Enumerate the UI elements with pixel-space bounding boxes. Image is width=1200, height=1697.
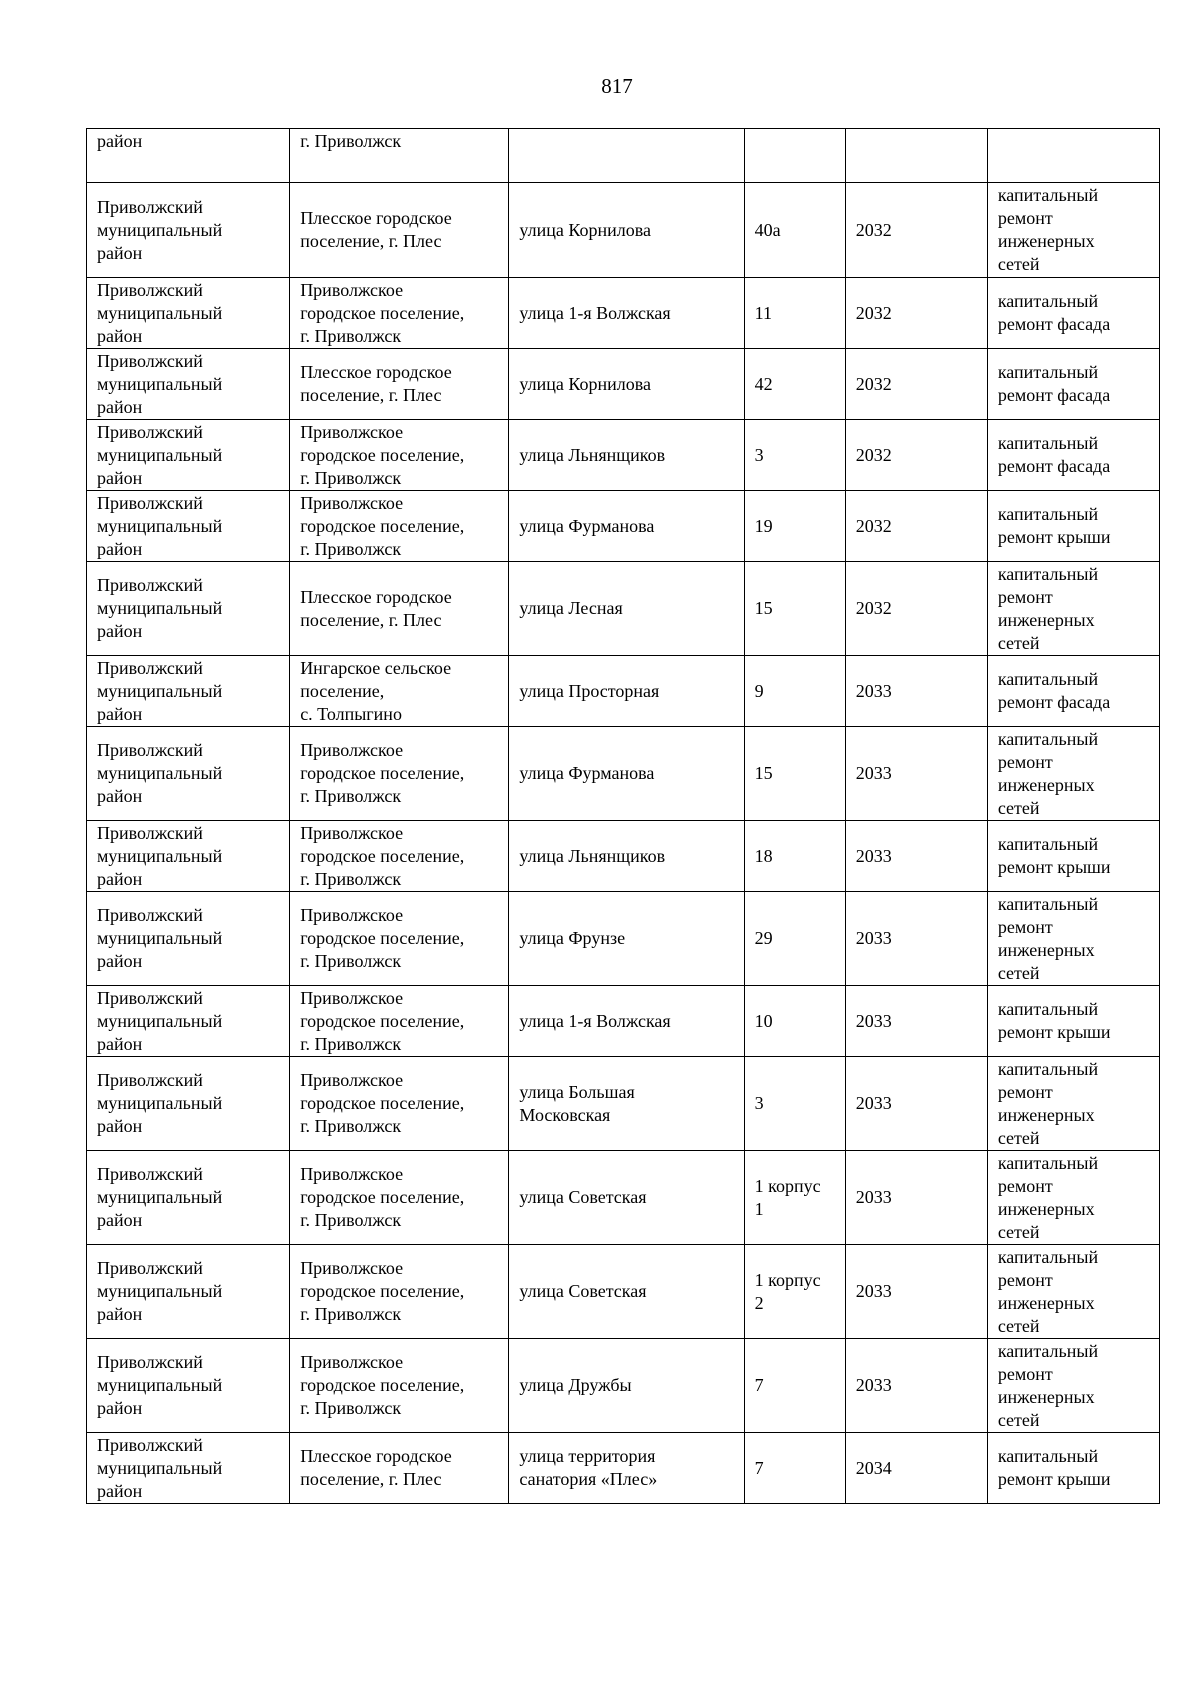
- work-type-cell: капитальный ремонт фасада: [987, 420, 1159, 491]
- table-row: [87, 183, 1160, 278]
- work-type-cell: [987, 129, 1159, 183]
- house-number-cell: 19: [744, 491, 845, 562]
- table-row: [87, 420, 1160, 491]
- district-cell: Приволжский муниципальный район: [87, 821, 290, 892]
- street-cell: улица Фурманова: [509, 491, 744, 562]
- table-row: [87, 1245, 1160, 1339]
- year-cell: 2033: [845, 1151, 987, 1245]
- settlement-cell: Приволжское городское поселение, г. Приволжск: [290, 1339, 509, 1433]
- year-cell: 2032: [845, 491, 987, 562]
- repair-schedule-table: [86, 128, 1160, 1504]
- district-cell: Приволжский муниципальный район: [87, 491, 290, 562]
- street-cell: улица Лесная: [509, 562, 744, 656]
- year-cell: 2032: [845, 349, 987, 420]
- work-type-cell: капитальный ремонт крыши: [987, 491, 1159, 562]
- street-cell: улица Дружбы: [509, 1339, 744, 1433]
- work-type-cell: капитальный ремонт фасада: [987, 278, 1159, 349]
- street-cell: улица 1-я Волжская: [509, 278, 744, 349]
- district-cell: Приволжский муниципальный район: [87, 1245, 290, 1339]
- street-cell: улица Фурманова: [509, 727, 744, 821]
- district-cell: Приволжский муниципальный район: [87, 1057, 290, 1151]
- settlement-cell: Приволжское городское поселение, г. Приволжск: [290, 892, 509, 986]
- street-cell: улица Советская: [509, 1151, 744, 1245]
- district-cell: Приволжский муниципальный район: [87, 562, 290, 656]
- house-number-cell: [744, 129, 845, 183]
- settlement-cell: Приволжское городское поселение, г. Приволжск: [290, 727, 509, 821]
- year-cell: 2033: [845, 656, 987, 727]
- street-cell: улица Большая Московская: [509, 1057, 744, 1151]
- table-row: [87, 491, 1160, 562]
- street-cell: улица Льнянщиков: [509, 420, 744, 491]
- work-type-cell: капитальный ремонт инженерных сетей: [987, 892, 1159, 986]
- work-type-cell: капитальный ремонт инженерных сетей: [987, 562, 1159, 656]
- settlement-cell: Приволжское городское поселение, г. Приволжск: [290, 420, 509, 491]
- district-cell: Приволжский муниципальный район: [87, 420, 290, 491]
- settlement-cell: Приволжское городское поселение, г. Приволжск: [290, 1245, 509, 1339]
- settlement-cell: Плесское городское поселение, г. Плес: [290, 183, 509, 278]
- settlement-cell: г. Приволжск: [290, 129, 509, 183]
- street-cell: улица Льнянщиков: [509, 821, 744, 892]
- house-number-cell: 29: [744, 892, 845, 986]
- house-number-cell: 10: [744, 986, 845, 1057]
- house-number-cell: 7: [744, 1339, 845, 1433]
- page-number: 817: [601, 74, 633, 98]
- district-cell: Приволжский муниципальный район: [87, 349, 290, 420]
- work-type-cell: капитальный ремонт крыши: [987, 986, 1159, 1057]
- table-body: [87, 129, 1160, 1504]
- house-number-cell: 42: [744, 349, 845, 420]
- street-cell: улица территория санатория «Плес»: [509, 1433, 744, 1504]
- street-cell: [509, 129, 744, 183]
- table-row: [87, 821, 1160, 892]
- work-type-cell: капитальный ремонт инженерных сетей: [987, 1339, 1159, 1433]
- work-type-cell: капитальный ремонт инженерных сетей: [987, 183, 1159, 278]
- settlement-cell: Плесское городское поселение, г. Плес: [290, 349, 509, 420]
- house-number-cell: 1 корпус 1: [744, 1151, 845, 1245]
- settlement-cell: Ингарское сельское поселение, с. Толпыгино: [290, 656, 509, 727]
- house-number-cell: 7: [744, 1433, 845, 1504]
- house-number-cell: 1 корпус 2: [744, 1245, 845, 1339]
- table-row: [87, 1057, 1160, 1151]
- house-number-cell: 9: [744, 656, 845, 727]
- street-cell: улица 1-я Волжская: [509, 986, 744, 1057]
- table-row: [87, 1339, 1160, 1433]
- house-number-cell: 15: [744, 562, 845, 656]
- house-number-cell: 40а: [744, 183, 845, 278]
- settlement-cell: Приволжское городское поселение, г. Приволжск: [290, 1057, 509, 1151]
- district-cell: Приволжский муниципальный район: [87, 183, 290, 278]
- street-cell: улица Корнилова: [509, 349, 744, 420]
- year-cell: 2033: [845, 986, 987, 1057]
- year-cell: 2033: [845, 1057, 987, 1151]
- settlement-cell: Плесское городское поселение, г. Плес: [290, 1433, 509, 1504]
- district-cell: район: [87, 129, 290, 183]
- table-row: [87, 727, 1160, 821]
- work-type-cell: капитальный ремонт инженерных сетей: [987, 1245, 1159, 1339]
- table-row: [87, 986, 1160, 1057]
- year-cell: 2033: [845, 892, 987, 986]
- district-cell: Приволжский муниципальный район: [87, 1339, 290, 1433]
- work-type-cell: капитальный ремонт инженерных сетей: [987, 1057, 1159, 1151]
- settlement-cell: Плесское городское поселение, г. Плес: [290, 562, 509, 656]
- work-type-cell: капитальный ремонт инженерных сетей: [987, 1151, 1159, 1245]
- district-cell: Приволжский муниципальный район: [87, 1151, 290, 1245]
- settlement-cell: Приволжское городское поселение, г. Приволжск: [290, 278, 509, 349]
- year-cell: 2033: [845, 821, 987, 892]
- street-cell: улица Просторная: [509, 656, 744, 727]
- settlement-cell: Приволжское городское поселение, г. Приволжск: [290, 1151, 509, 1245]
- table-row: [87, 278, 1160, 349]
- year-cell: 2032: [845, 562, 987, 656]
- table-row: [87, 656, 1160, 727]
- street-cell: улица Фрунзе: [509, 892, 744, 986]
- year-cell: 2032: [845, 420, 987, 491]
- year-cell: 2032: [845, 278, 987, 349]
- year-cell: 2032: [845, 183, 987, 278]
- district-cell: Приволжский муниципальный район: [87, 278, 290, 349]
- settlement-cell: Приволжское городское поселение, г. Приволжск: [290, 491, 509, 562]
- table-row: [87, 1151, 1160, 1245]
- year-cell: 2033: [845, 1339, 987, 1433]
- table-row: [87, 129, 1160, 183]
- work-type-cell: капитальный ремонт инженерных сетей: [987, 727, 1159, 821]
- house-number-cell: 3: [744, 1057, 845, 1151]
- settlement-cell: Приволжское городское поселение, г. Приволжск: [290, 821, 509, 892]
- house-number-cell: 15: [744, 727, 845, 821]
- street-cell: улица Советская: [509, 1245, 744, 1339]
- table-row: [87, 349, 1160, 420]
- work-type-cell: капитальный ремонт крыши: [987, 821, 1159, 892]
- settlement-cell: Приволжское городское поселение, г. Приволжск: [290, 986, 509, 1057]
- district-cell: Приволжский муниципальный район: [87, 986, 290, 1057]
- table-row: [87, 1433, 1160, 1504]
- work-type-cell: капитальный ремонт крыши: [987, 1433, 1159, 1504]
- work-type-cell: капитальный ремонт фасада: [987, 349, 1159, 420]
- house-number-cell: 11: [744, 278, 845, 349]
- district-cell: Приволжский муниципальный район: [87, 727, 290, 821]
- district-cell: Приволжский муниципальный район: [87, 656, 290, 727]
- work-type-cell: капитальный ремонт фасада: [987, 656, 1159, 727]
- year-cell: 2033: [845, 1245, 987, 1339]
- year-cell: [845, 129, 987, 183]
- house-number-cell: 18: [744, 821, 845, 892]
- district-cell: Приволжский муниципальный район: [87, 1433, 290, 1504]
- table-row: [87, 892, 1160, 986]
- table-row: [87, 562, 1160, 656]
- district-cell: Приволжский муниципальный район: [87, 892, 290, 986]
- street-cell: улица Корнилова: [509, 183, 744, 278]
- year-cell: 2033: [845, 727, 987, 821]
- year-cell: 2034: [845, 1433, 987, 1504]
- house-number-cell: 3: [744, 420, 845, 491]
